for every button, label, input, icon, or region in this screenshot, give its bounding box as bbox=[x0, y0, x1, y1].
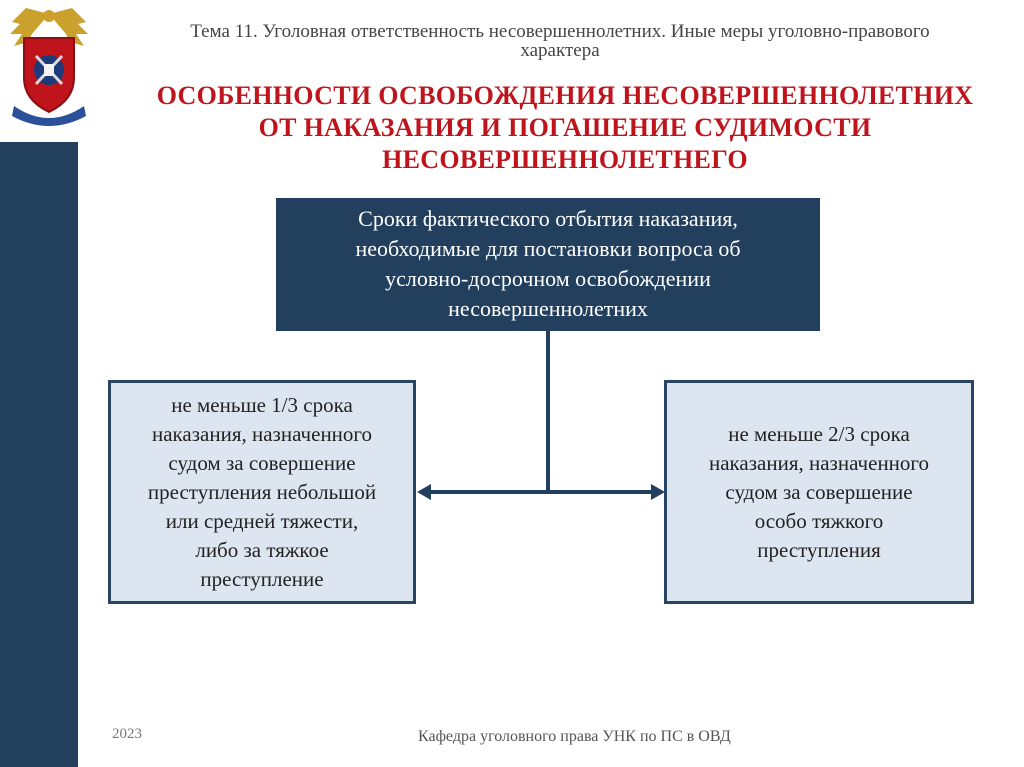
right-box-line: наказания, назначенного bbox=[708, 450, 930, 475]
left-box-line: судом за совершение bbox=[168, 450, 356, 475]
root-box-line: несовершеннолетних bbox=[448, 296, 648, 321]
right-box-line: преступления bbox=[757, 537, 881, 562]
left-box-line: либо за тяжкое bbox=[195, 537, 329, 562]
footer-department: Кафедра уголовного права УНК по ПС в ОВД bbox=[418, 728, 731, 745]
topic-title bbox=[100, 22, 1020, 60]
root-box-line: условно-досрочном освобождении bbox=[385, 266, 711, 291]
left-sidebar-bar bbox=[0, 142, 78, 767]
left-box-line: преступление bbox=[200, 566, 324, 591]
left-box-line: преступления небольшой bbox=[147, 479, 377, 504]
right-box-line: судом за совершение bbox=[725, 479, 913, 504]
left-box-line: наказания, назначенного bbox=[151, 421, 373, 446]
heading-line: НЕСОВЕРШЕННОЛЕТНЕГО bbox=[382, 145, 748, 174]
topic-line-1: Тема 11. Уголовная ответственность несовершеннолетних. Иные меры уголовно-правового bbox=[190, 21, 930, 42]
right-branch-box bbox=[664, 380, 974, 604]
left-box-line: не меньше 1/3 срока bbox=[171, 392, 353, 417]
left-branch-box bbox=[108, 380, 416, 604]
heading-line: ОСОБЕННОСТИ ОСВОБОЖДЕНИЯ НЕСОВЕРШЕННОЛЕТНИХ bbox=[156, 81, 974, 110]
right-arrowhead bbox=[651, 484, 665, 500]
root-box-line: необходимые для постановки вопроса об bbox=[355, 236, 741, 261]
root-box-line: Сроки фактического отбытия наказания, bbox=[358, 206, 738, 231]
right-box-line: особо тяжкого bbox=[754, 508, 884, 533]
footer-year: 2023 bbox=[112, 726, 142, 742]
root-box bbox=[276, 198, 820, 331]
slide-heading bbox=[100, 80, 1024, 176]
emblem-logo bbox=[6, 4, 92, 128]
right-box-line: не меньше 2/3 срока bbox=[728, 421, 910, 446]
topic-line-2: характера bbox=[520, 40, 600, 61]
left-box-line: или средней тяжести, bbox=[165, 508, 359, 533]
left-arrowhead bbox=[417, 484, 431, 500]
heading-line: ОТ НАКАЗАНИЯ И ПОГАШЕНИЕ СУДИМОСТИ bbox=[258, 113, 872, 142]
